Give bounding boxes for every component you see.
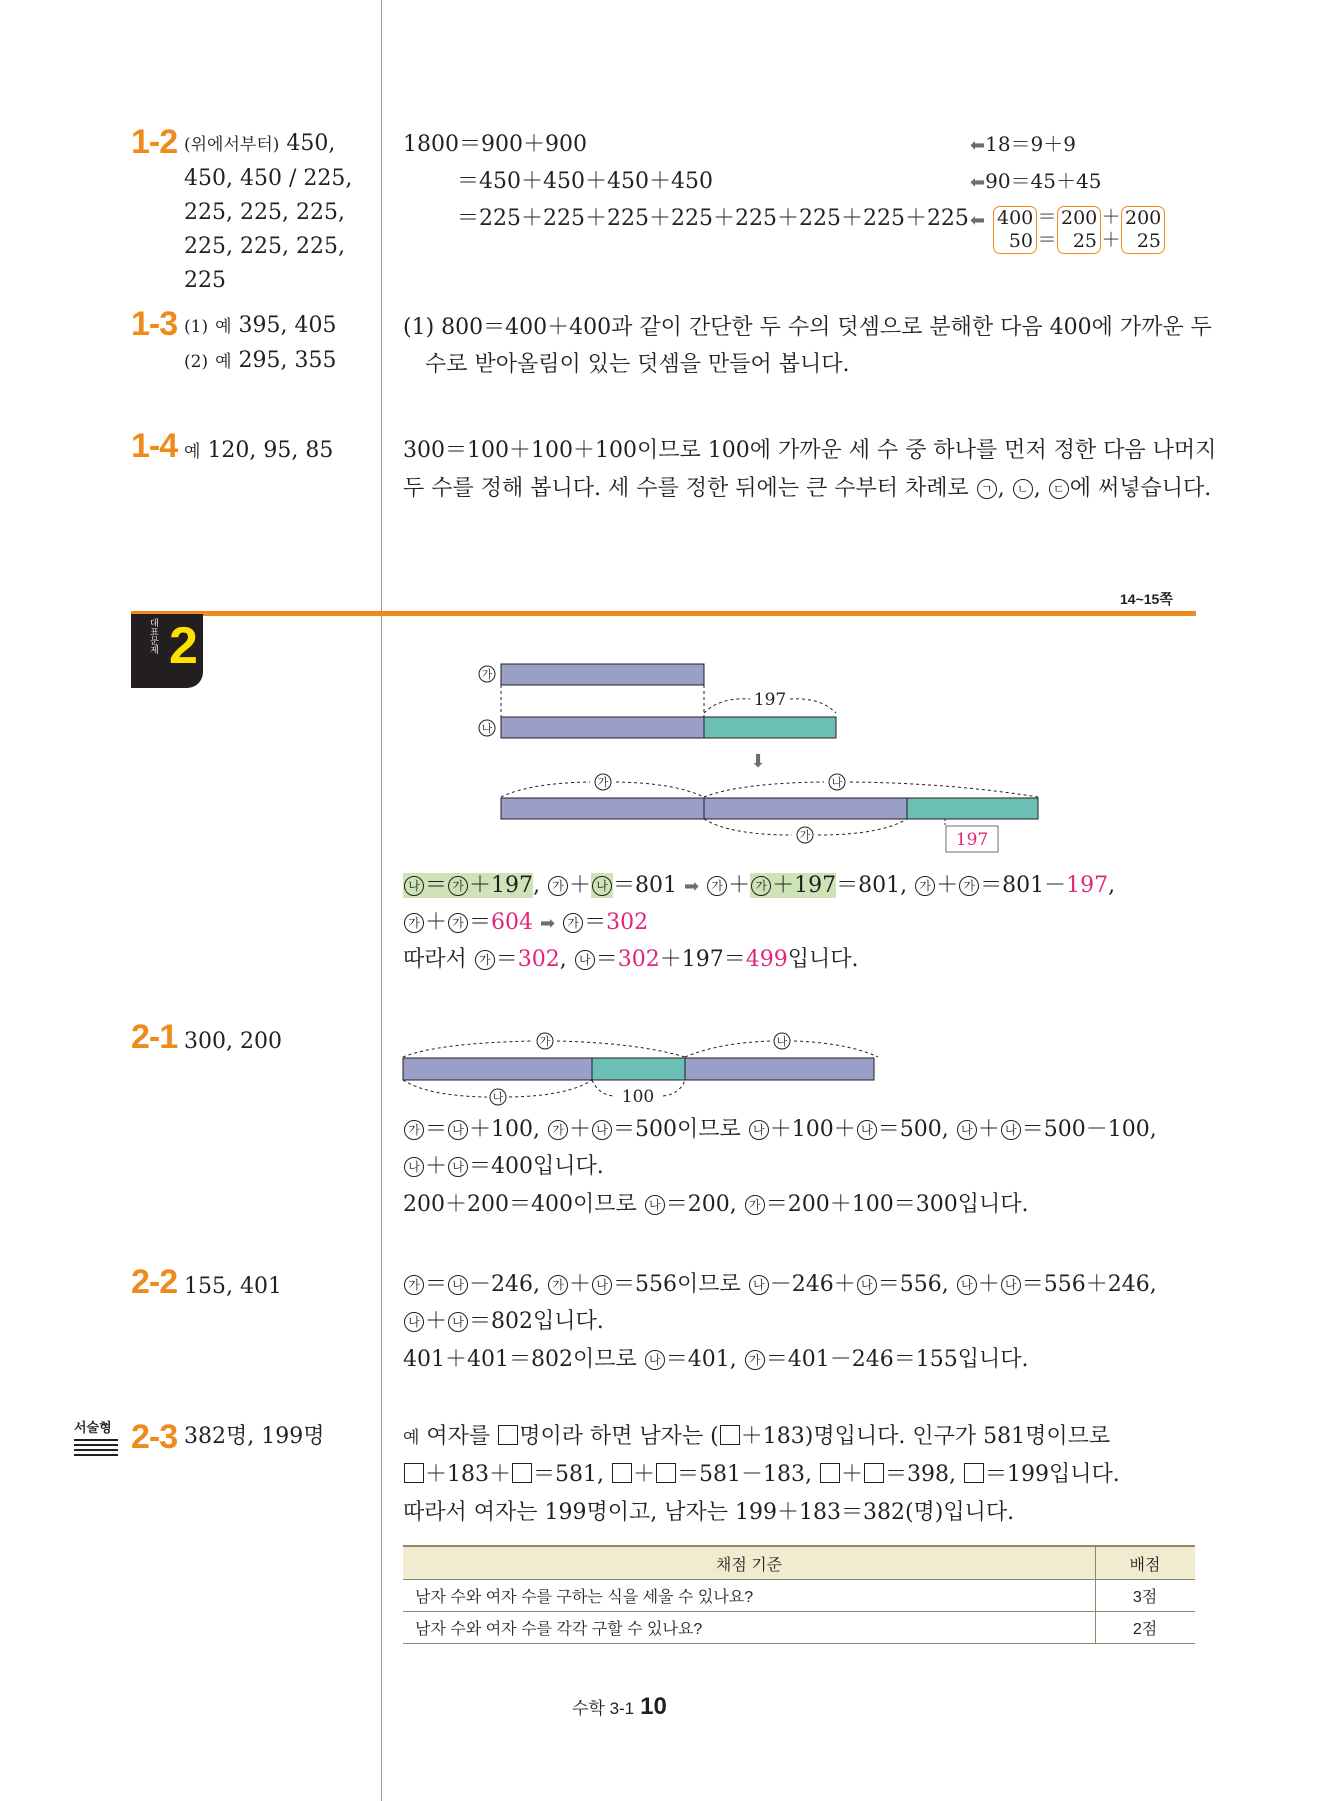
hint-value: 25 — [1136, 230, 1161, 252]
grading-header-criteria: 채점 기준 — [403, 1546, 1096, 1580]
column-divider — [381, 0, 382, 1801]
bar-ga — [501, 664, 704, 685]
text: ＝500이므로 — [613, 1117, 748, 1142]
text: ＝200＋100＝300입니다. — [765, 1192, 1029, 1217]
answer-1-3 — [184, 309, 337, 379]
text: ＝ — [425, 873, 448, 898]
circled-ga: 가 — [548, 876, 568, 896]
answer-value: 395, 405 — [238, 313, 337, 338]
text: ＋ — [977, 1272, 1000, 1297]
hint-op-text: ＝ — [1037, 229, 1057, 251]
text: 두 수를 정해 봅니다. 세 수를 정한 뒤에는 큰 수부터 차례로 — [403, 476, 969, 501]
blank-box — [720, 1425, 740, 1445]
text: 입니다. — [787, 947, 859, 972]
text: ＝ — [425, 1272, 448, 1297]
problem-number-2-1: 2-1 — [131, 1018, 178, 1056]
text: ＋ — [425, 910, 448, 935]
hint-value: 400 — [997, 207, 1034, 229]
hint-op — [1037, 206, 1057, 252]
text: －246＋ — [769, 1272, 856, 1297]
explanation-line: 1800＝900＋900 — [403, 132, 587, 157]
grading-header-points: 배점 — [1096, 1546, 1196, 1580]
page-footer — [572, 1693, 667, 1721]
text: ＋197 — [772, 873, 837, 898]
label-na: 나 — [776, 1035, 788, 1048]
label-na: 나 — [492, 1091, 504, 1104]
rep2-line-3 — [403, 941, 859, 978]
text: ＋183＋ — [425, 1462, 511, 1487]
answer-1-4 — [184, 434, 333, 469]
circled-ga: 가 — [404, 913, 424, 933]
text: ＋ — [569, 1272, 592, 1297]
hint-op — [1101, 206, 1121, 252]
circled-ga: 가 — [959, 876, 979, 896]
hint-value: 50 — [1008, 230, 1033, 252]
circled-ga: 가 — [448, 876, 468, 896]
text: ＝ — [425, 1117, 448, 1142]
blank-box — [612, 1463, 632, 1483]
circled-ga: 가 — [745, 1195, 765, 1215]
sub-mark: (2) — [184, 352, 209, 372]
left-arrow-icon: ⬅ — [970, 210, 986, 231]
hint-text: 90＝45＋45 — [985, 169, 1102, 193]
text: ＝401, — [665, 1347, 744, 1372]
text: ＝581, — [533, 1462, 611, 1487]
table-row — [403, 1580, 1195, 1612]
example-mark: 예 — [215, 352, 232, 372]
explanation-2-1-line-2 — [403, 1148, 604, 1185]
circled-na: 나 — [749, 1275, 769, 1295]
circled-na: 나 — [957, 1275, 977, 1295]
problem-number-1-4: 1-4 — [131, 427, 178, 465]
circled-ga: 가 — [475, 950, 495, 970]
circled-letter: ㄴ — [1013, 479, 1033, 499]
text: ＝556＋246, — [1021, 1272, 1157, 1297]
answer-2-3: 382명, 199명 — [184, 1424, 325, 1449]
hint-3 — [970, 207, 985, 231]
text: ＝802입니다. — [469, 1309, 604, 1334]
grading-table — [403, 1545, 1195, 1644]
circled-letter: ㄱ — [977, 479, 997, 499]
text: ＋ — [977, 1117, 1000, 1142]
rep2-line-1 — [403, 867, 1115, 905]
circled-na: 나 — [404, 1157, 424, 1177]
text: 401＋401＝802이므로 — [403, 1347, 644, 1372]
problem-number-1-3: 1-3 — [131, 305, 178, 343]
text: ＝ — [469, 910, 492, 935]
text: ＝500, — [877, 1117, 956, 1142]
page-reference: 14~15쪽 — [1120, 591, 1173, 607]
sub-mark: (1) — [184, 317, 209, 337]
text: 에 써넣습니다. — [1069, 476, 1212, 501]
answer-line: 225, 225, 225, — [184, 234, 345, 259]
hint-2 — [970, 163, 1101, 201]
circled-na: 나 — [645, 1350, 665, 1370]
bar-ga-2 — [704, 798, 907, 819]
down-arrow-icon: ⬇ — [750, 751, 766, 772]
hint-op-text: ＋ — [1101, 229, 1121, 251]
representative-problem-badge — [131, 614, 203, 688]
label-na: 나 — [481, 722, 493, 735]
circled-na: 나 — [404, 1312, 424, 1332]
grading-points: 2점 — [1096, 1612, 1196, 1644]
circled-na: 나 — [448, 1312, 468, 1332]
text: ＋ — [632, 1462, 655, 1487]
explanation-2-1-line-3 — [403, 1186, 1028, 1223]
text: ＝801 — [613, 873, 678, 898]
circled-ga: 가 — [751, 876, 771, 896]
value-pink: 302 — [617, 947, 660, 972]
text: ＝801－ — [980, 873, 1067, 898]
circled-ga: 가 — [563, 913, 583, 933]
text: ＝398, — [885, 1462, 963, 1487]
text: ＝ — [495, 947, 518, 972]
text: ＝581－183, — [677, 1462, 819, 1487]
text: ＝801, — [836, 873, 915, 898]
text: , — [1108, 873, 1116, 898]
circled-ga: 가 — [915, 876, 935, 896]
label-197-box: 197 — [955, 830, 989, 850]
orange-box — [1121, 206, 1165, 254]
explanation-2-2-line-2 — [403, 1303, 604, 1340]
label-na: 나 — [831, 776, 843, 789]
answer-value: 120, 95, 85 — [207, 438, 334, 463]
text: ＝401－246＝155입니다. — [765, 1347, 1029, 1372]
answer-note: (위에서부터) — [184, 135, 280, 155]
text: －246, — [469, 1272, 547, 1297]
rep2-line-2 — [403, 904, 648, 942]
value-pink: 499 — [745, 947, 788, 972]
hint-op-text: ＝ — [1037, 206, 1057, 228]
explanation-line: (1) 800＝400＋400과 같이 간단한 두 수의 덧셈으로 분해한 다음 400에 가까운 두 — [403, 315, 1212, 340]
orange-box — [1057, 206, 1101, 254]
explanation-line: 수로 받아올림이 있는 덧셈을 만들어 봅니다. — [425, 352, 850, 377]
circled-na: 나 — [645, 1195, 665, 1215]
explanation-line: ＝450＋450＋450＋450 — [457, 169, 713, 194]
grading-criteria: 남자 수와 여자 수를 각각 구할 수 있나요? — [403, 1612, 1096, 1644]
circled-na: 나 — [404, 876, 424, 896]
explanation-2-2-line-3 — [403, 1341, 1028, 1378]
circled-ga: 가 — [745, 1350, 765, 1370]
bar-100 — [592, 1058, 685, 1080]
label-ga: 가 — [481, 668, 493, 681]
descriptive-label: 서술형 — [74, 1420, 112, 1435]
orange-box — [993, 206, 1037, 254]
circled-na: 나 — [592, 1120, 612, 1140]
hint-value: 200 — [1061, 207, 1098, 229]
circled-letter: ㄷ — [1049, 479, 1069, 499]
label-ga: 가 — [539, 1035, 551, 1048]
bar-na-extra — [704, 717, 836, 738]
answer-line: 225 — [184, 268, 226, 293]
text: 여자를 — [419, 1424, 498, 1449]
explanation-2-3-line-3: 따라서 여자는 199명이고, 남자는 199＋183＝382(명)입니다. — [403, 1500, 1015, 1525]
value-pink: 302 — [606, 910, 649, 935]
left-arrow-icon: ⬅ — [970, 172, 986, 193]
label-ga: 가 — [799, 829, 811, 842]
circled-ga: 가 — [448, 913, 468, 933]
circled-na: 나 — [575, 950, 595, 970]
answer-2-2: 155, 401 — [184, 1274, 282, 1299]
text: , — [533, 873, 548, 898]
hint-value: 200 — [1125, 207, 1162, 229]
bar-na-in-ga — [403, 1058, 592, 1080]
hint-text: 18＝9＋9 — [985, 132, 1076, 156]
value-pink: 197 — [1066, 873, 1109, 898]
text: ＋ — [840, 1462, 863, 1487]
bar-model-diagram-2-1 — [398, 1028, 888, 1108]
text: ＝500－100, — [1021, 1117, 1157, 1142]
answer-line: 225, 225, 225, — [184, 200, 345, 225]
text: ＋ — [728, 873, 751, 898]
circled-na: 나 — [749, 1120, 769, 1140]
circled-na: 나 — [592, 1275, 612, 1295]
text: ＋100, — [469, 1117, 547, 1142]
answer-line: 450, 450 / 225, — [184, 166, 353, 191]
text: ＝556이므로 — [613, 1272, 748, 1297]
bar-na-part — [501, 717, 704, 738]
circled-na: 나 — [957, 1120, 977, 1140]
circled-na: 나 — [1001, 1120, 1021, 1140]
text: ＝ — [595, 947, 618, 972]
example-mark: 예 — [184, 442, 201, 462]
table-row — [403, 1612, 1195, 1644]
text: ＝556, — [877, 1272, 956, 1297]
blank-box — [964, 1463, 984, 1483]
text: ＋ — [936, 873, 959, 898]
text: 명이라 하면 남자는 ( — [519, 1424, 719, 1449]
blank-box — [656, 1463, 676, 1483]
circled-ga: 가 — [707, 876, 727, 896]
right-arrow-icon: ➡ — [540, 913, 556, 934]
bar-197 — [907, 798, 1038, 819]
circled-na: 나 — [448, 1275, 468, 1295]
hint-op-text: ＋ — [1101, 206, 1121, 228]
text: ＝400입니다. — [469, 1154, 604, 1179]
circled-ga: 가 — [548, 1120, 568, 1140]
text: 따라서 — [403, 947, 474, 972]
problem-number-1-2: 1-2 — [131, 123, 178, 161]
badge-label: 대표문제 — [149, 618, 159, 654]
circled-na: 나 — [448, 1120, 468, 1140]
text: 200＋200＝400이므로 — [403, 1192, 644, 1217]
explanation-2-3-line-2 — [403, 1456, 1120, 1493]
explanation-line: 두 수를 정해 봅니다. 세 수를 정한 뒤에는 큰 수부터 차례로 ㄱ , ㄴ , ㄷ 에 써넣습니다. — [403, 476, 1212, 501]
circled-na: 나 — [592, 876, 612, 896]
right-arrow-icon: ➡ — [684, 876, 700, 897]
circled-na: 나 — [857, 1120, 877, 1140]
label-100: 100 — [621, 1087, 655, 1107]
page-number: 10 — [640, 1693, 667, 1720]
blank-box — [820, 1463, 840, 1483]
circled-ga: 가 — [404, 1275, 424, 1295]
text: ＋ — [425, 1154, 448, 1179]
badge-number: 2 — [169, 617, 198, 675]
blank-box — [404, 1463, 424, 1483]
text: ＋183)명입니다. 인구가 581명이므로 — [740, 1424, 1111, 1449]
text: ＝200, — [665, 1192, 744, 1217]
answer-1-2 — [184, 127, 352, 298]
text: , — [559, 947, 574, 972]
text: ＋100＋ — [769, 1117, 856, 1142]
circled-ga: 가 — [404, 1120, 424, 1140]
example-mark: 예 — [215, 317, 232, 337]
answer-value: 295, 355 — [238, 348, 337, 373]
bar-ga-1 — [501, 798, 704, 819]
text: ＋ — [569, 873, 592, 898]
circled-na: 나 — [448, 1157, 468, 1177]
hint-1 — [970, 126, 1076, 164]
blank-box — [864, 1463, 884, 1483]
bar-na — [685, 1058, 874, 1080]
answer-line: 450, — [286, 131, 336, 156]
answer-2-1: 300, 200 — [184, 1029, 282, 1054]
section-divider — [131, 611, 1196, 616]
grading-criteria: 남자 수와 여자 수를 구하는 식을 세울 수 있나요? — [403, 1580, 1096, 1612]
value-pink: 302 — [517, 947, 560, 972]
explanation-line: 300＝100＋100＋100이므로 100에 가까운 세 수 중 하나를 먼저 정한 다음 나머지 — [403, 438, 1217, 463]
explanation-2-1-line-1 — [403, 1111, 1157, 1148]
left-arrow-icon: ⬅ — [970, 135, 986, 156]
grading-points: 3점 — [1096, 1580, 1196, 1612]
grading-header-row — [403, 1546, 1195, 1580]
problem-number-2-2: 2-2 — [131, 1263, 178, 1301]
circled-ga: 가 — [548, 1275, 568, 1295]
circled-na: 나 — [857, 1275, 877, 1295]
hint-3-boxes — [993, 206, 1165, 254]
explanation-2-3-line-1 — [403, 1418, 1110, 1457]
text: ＝199입니다. — [984, 1462, 1120, 1487]
hint-value: 25 — [1072, 230, 1097, 252]
descriptive-tag — [74, 1417, 118, 1456]
book-title: 수학 3-1 — [572, 1699, 635, 1718]
blank-box — [512, 1463, 532, 1483]
label-ga: 가 — [597, 776, 609, 789]
text: ＋197 — [469, 873, 534, 898]
explanation-line: ＝225＋225＋225＋225＋225＋225＋225＋225 — [457, 206, 969, 231]
example-mark: 예 — [403, 1428, 420, 1448]
label-197: 197 — [753, 690, 787, 710]
text: ＋197＝ — [659, 947, 746, 972]
text: ＝ — [584, 910, 607, 935]
blank-box — [498, 1425, 518, 1445]
explanation-2-2-line-1 — [403, 1266, 1157, 1303]
bar-model-diagram — [470, 655, 1050, 855]
value-pink: 604 — [491, 910, 534, 935]
text: ＋ — [425, 1309, 448, 1334]
circled-na: 나 — [1001, 1275, 1021, 1295]
text: ＋ — [569, 1117, 592, 1142]
problem-number-2-3: 2-3 — [131, 1418, 178, 1456]
